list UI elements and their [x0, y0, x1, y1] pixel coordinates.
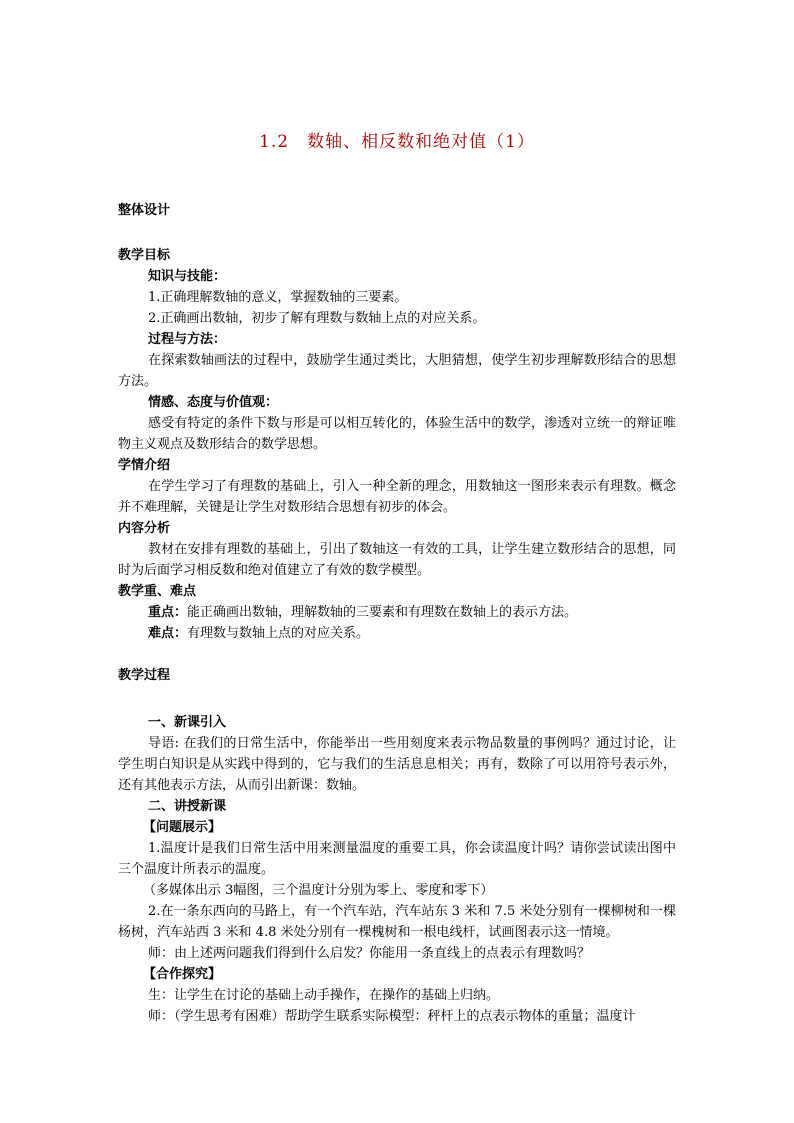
problem-2-text: 2.在一条东西向的马路上，有一个汽车站，汽车站东 3 米和 7.5 米处分别有一棵柳树和一棵杨树，汽车站西 3 米和 4.8 米处分别有一棵槐树和一根电线杆，试画图表示这一情境。	[118, 904, 676, 940]
key-point-line	[148, 602, 706, 623]
difficulty-label: 难点：	[148, 626, 188, 641]
student-line: 生：让学生在讨论的基础上动手操作，在操作的基础上归纳。	[148, 988, 500, 1003]
difficulty-line	[148, 623, 706, 644]
key-point-label: 重点：	[148, 605, 188, 620]
key-points-heading: 教学重、难点	[118, 584, 197, 599]
overall-design-heading: 整体设计	[118, 203, 171, 218]
key-point-text: 能正确画出数轴，理解数轴的三要素和有理数在数轴上的表示方法。	[187, 605, 578, 620]
emotion-heading: 情感、态度与价值观：	[148, 395, 279, 410]
section-1-heading: 一、新课引入	[148, 715, 227, 730]
teaching-process-heading: 教学过程	[118, 668, 171, 683]
content-analysis-text: 教材在安排有理数的基础上，引出了数轴这一有效的工具，让学生建立数形结合的思想，同时为后面学习相反数和绝对值建立了有效的数学模型。	[118, 542, 676, 578]
problem-1-text: 1.温度计是我们日常生活中用来测量温度的重要工具，你会读温度计吗？请你尝试读出图中三个温度计所表示的温度。	[118, 841, 676, 877]
process-method-text: 在探索数轴画法的过程中，鼓励学生通过类比，大胆猜想，使学生初步理解数形结合的思想方法。	[118, 353, 676, 389]
content-analysis-heading: 内容分析	[118, 521, 171, 536]
objectives-heading: 教学目标	[118, 248, 171, 263]
document-title: 1.2 数轴、相反数和绝对值（1）	[259, 132, 535, 152]
section-1-text: 导语: 在我们的日常生活中，你能举出一些用刻度来表示物品数量的事例吗？通过讨论，让学生明白知识是从实践中得到的，它与我们的生活息息相关；再有，数除了可以用符号表示外，还有其他表示方法，从而引出新课：数轴。	[118, 736, 676, 793]
knowledge-item-1: 1.正确理解数轴的意义，掌握数轴的三要素。	[148, 290, 408, 305]
section-2-heading: 二、讲授新课	[148, 799, 227, 814]
difficulty-text: 有理数与数轴上点的对应关系。	[187, 626, 370, 641]
learner-analysis-heading: 学情介绍	[118, 458, 171, 473]
teacher-question: 师：由上述两问题我们得到什么启发？你能用一条直线上的点表示有理数吗？	[148, 946, 591, 961]
learner-analysis-text: 在学生学习了有理数的基础上，引入一种全新的理念，用数轴这一图形来表示有理数。概念并不难理解，关键是让学生对数形结合思想有初步的体会。	[118, 479, 676, 515]
knowledge-item-2: 2.正确画出数轴，初步了解有理数与数轴上点的对应关系。	[148, 311, 486, 326]
cooperative-inquiry-heading: 【合作探究】	[143, 967, 222, 982]
problem-display-heading: 【问题展示】	[143, 820, 222, 835]
process-method-heading: 过程与方法：	[148, 332, 227, 347]
teacher-line: 师：（学生思考有困难）帮助学生联系实际模型：秤杆上的点表示物体的重量；温度计	[148, 1009, 636, 1024]
knowledge-heading: 知识与技能：	[148, 269, 227, 284]
emotion-text: 感受有特定的条件下数与形是可以相互转化的，体验生活中的数学，渗透对立统一的辩证唯物主义观点及数形结合的数学思想。	[118, 416, 676, 452]
problem-1-note: （多媒体出示 3幅图，三个温度计分别为零上、零度和零下）	[143, 883, 494, 898]
